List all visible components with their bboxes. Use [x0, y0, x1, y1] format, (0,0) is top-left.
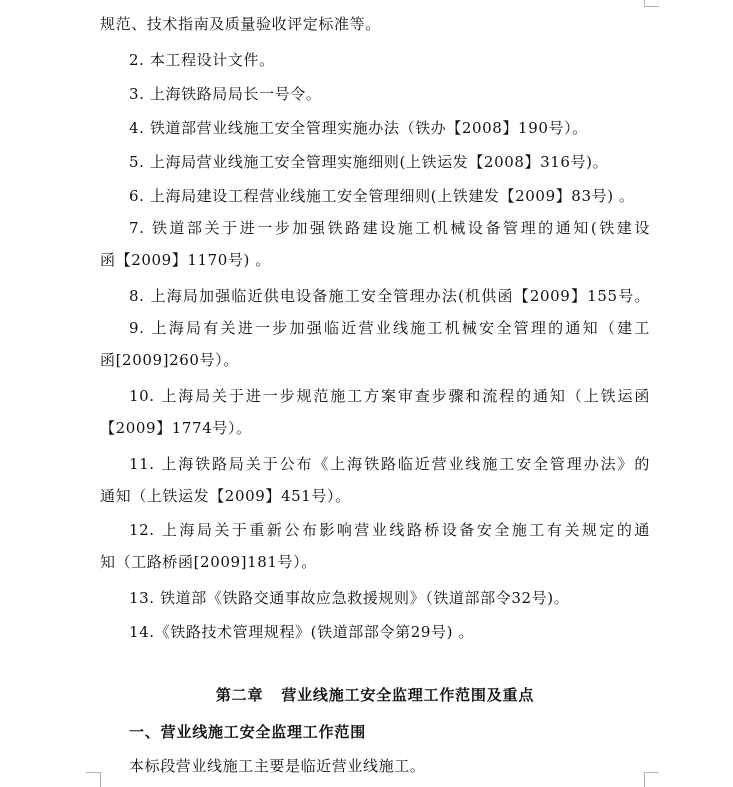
section-heading: 一、营业线施工安全监理工作范围: [129, 723, 367, 741]
list-item-9-line-1: 9. 上海局有关进一步加强临近营业线施工机械安全管理的通知（建工: [129, 319, 650, 337]
text-line-standards: 规范、技术指南及质量验收评定标准等。: [100, 15, 381, 33]
list-item-7-line-1: 7. 铁道部关于进一步加强铁路建设施工机械设备管理的通知(铁建设: [129, 219, 650, 237]
list-item-10-line-1: 10. 上海局关于进一步规范施工方案审查步骤和流程的通知（上铁运函: [129, 387, 650, 405]
list-item-10-line-2: 【2009】1774号）。: [100, 419, 252, 437]
list-item-12-line-2: 知（工路桥函[2009]181号）。: [100, 553, 317, 571]
list-item-7-line-2: 函【2009】1170号) 。: [100, 251, 271, 269]
list-item-13: 13. 铁道部《铁路交通事故应急救援规则》（铁道部部令32号)。: [129, 589, 570, 607]
list-item-3: 3. 上海铁路局局长一号令。: [129, 85, 322, 103]
list-item-6: 6. 上海局建设工程营业线施工安全管理细则(上铁建发【2009】83号) 。: [129, 187, 635, 205]
list-item-4: 4. 铁道部营业线施工安全管理实施办法（铁办【2008】190号）。: [129, 119, 588, 137]
list-item-14: 14.《铁路技术管理规程》(铁道部部令第29号) 。: [129, 623, 475, 641]
list-item-5: 5. 上海局营业线施工安全管理实施细则(上铁运发【2008】316号)。: [129, 153, 609, 171]
list-item-12-line-1: 12. 上海局关于重新公布影响营业线路桥设备安全施工有关规定的通: [129, 521, 650, 539]
page-corner-mark-top-right: [644, 0, 659, 7]
body-paragraph: 本标段营业线施工主要是临近营业线施工。: [129, 757, 426, 775]
list-item-9-line-2: 函[2009]260号）。: [100, 351, 239, 369]
list-item-8: 8. 上海局加强临近供电设备施工安全管理办法(机供函【2009】155号。: [129, 287, 650, 305]
list-item-2: 2. 本工程设计文件。: [129, 51, 275, 69]
list-item-11-line-1: 11. 上海铁路局关于公布《上海铁路临近营业线施工安全管理办法》的: [129, 455, 650, 473]
list-item-11-line-2: 通知（上铁运发【2009】451号）。: [100, 487, 351, 505]
chapter-heading: 第二章 营业线施工安全监理工作范围及重点: [215, 686, 535, 704]
page-corner-mark-bottom-left: [86, 772, 101, 787]
